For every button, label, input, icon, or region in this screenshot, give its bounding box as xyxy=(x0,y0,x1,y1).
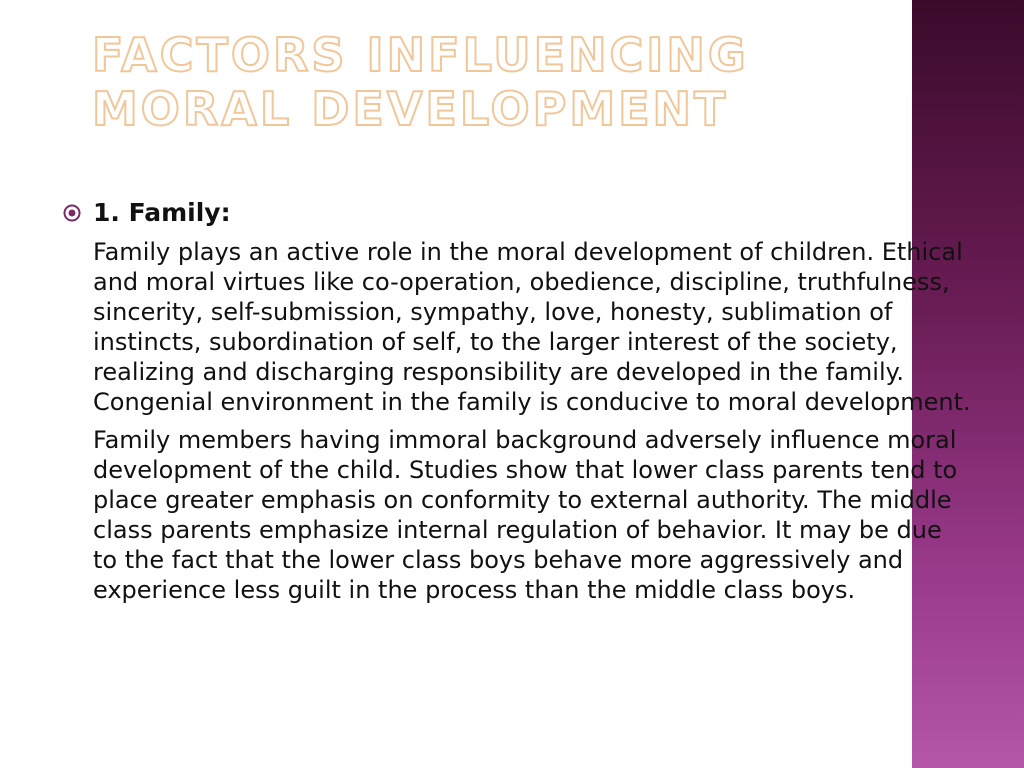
slide-title: FACTORS INFLUENCING MORAL DEVELOPMENT xyxy=(92,28,749,136)
slide-body xyxy=(93,195,973,613)
section-heading: 1. Family: xyxy=(93,198,231,227)
bullet-ring-icon xyxy=(63,204,81,222)
paragraph-family-role: Family plays an active role in the moral development of children. Ethical and moral virtues like co-operation, obedience, discipline, truthfulness, sincerity, self-submission, sympathy, love, honesty, sublimation of instincts, subordination of self, to the larger interest of the society, realizing and discharging responsibility are developed in the family. Congenial environment in the family is conducive to moral development. xyxy=(93,238,971,416)
paragraph-immoral-background: Family members having immoral background adversely influence moral development of the child. Studies show that lower class parents tend to place greater emphasis on conformity to external authority. The middle class parents emphasize internal regulation of behavior. It may be due to the fact that the lower class boys behave more aggressively and experience less guilt in the process than the middle class boys. xyxy=(93,426,958,604)
